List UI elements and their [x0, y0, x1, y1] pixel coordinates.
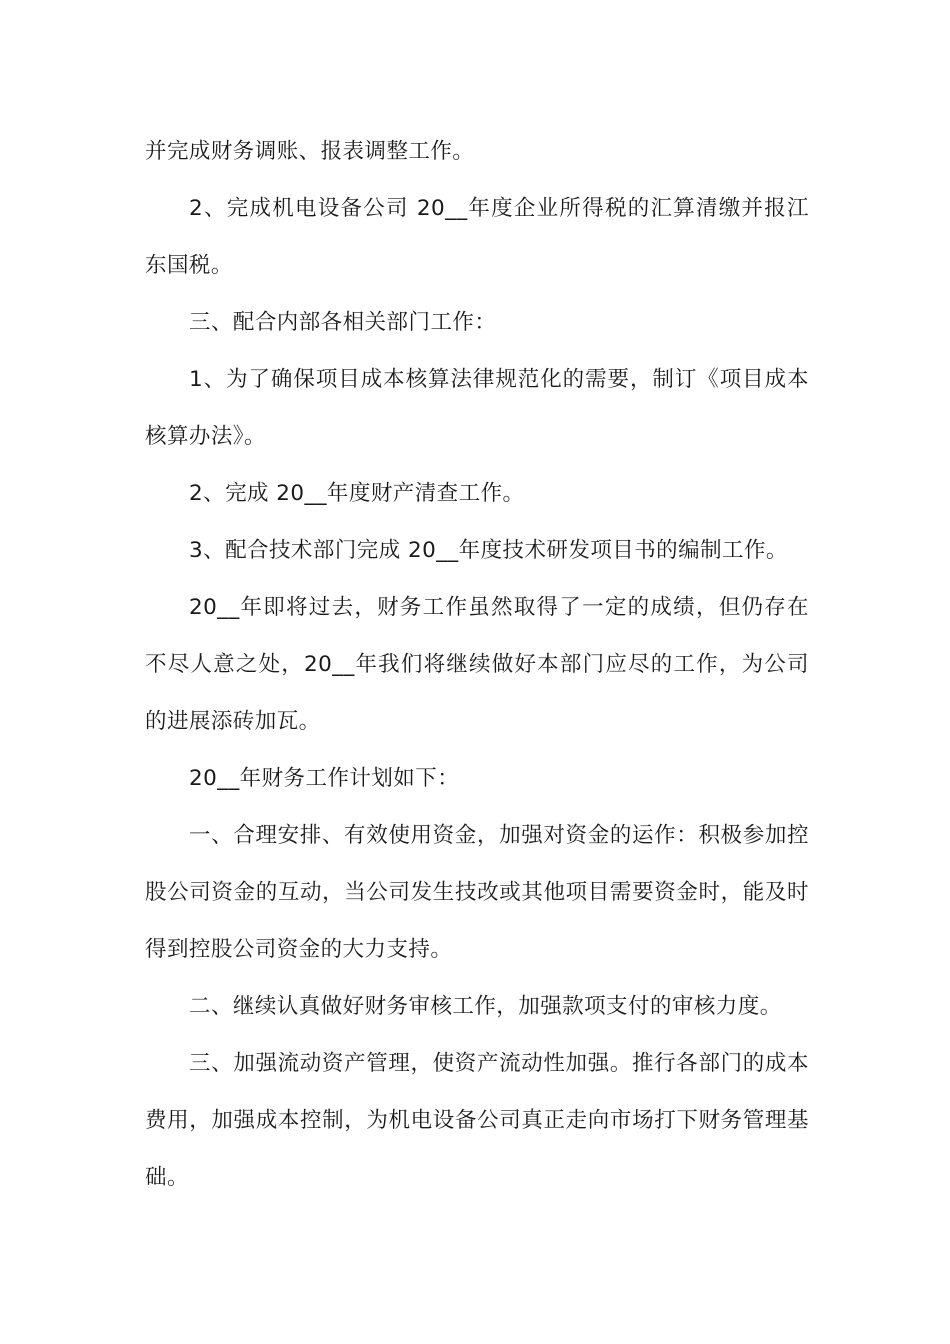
plan-heading: 20__年财务工作计划如下： — [189, 766, 460, 791]
plan-item-2: 二、继续认真做好财务审核工作，加强款项支付的审核力度。 — [189, 994, 782, 1019]
paragraph-1: 并完成财务调账、报表调整工作。 — [145, 139, 475, 164]
section-heading-3: 三、配合内部各相关部门工作： — [189, 310, 497, 335]
paragraph-5: 2、完成 20__年度财产清查工作。 — [189, 481, 525, 506]
paragraph-7: 20__年即将过去，财务工作虽然取得了一定的成绩，但仍存在不尽人意之处，20__年我们将继续做好本部门应尽的工作，为公司的进展添砖加瓦。 — [145, 595, 809, 734]
paragraph-6: 3、配合技术部门完成 20__年度技术研发项目书的编制工作。 — [189, 538, 788, 563]
plan-item-3: 三、加强流动资产管理，使资产流动性加强。推行各部门的成本费用，加强成本控制，为机电设备公司真正走向市场打下财务管理基础。 — [145, 1051, 809, 1190]
paragraph-2: 2、完成机电设备公司 20__年度企业所得税的汇算清缴并报江东国税。 — [145, 196, 809, 278]
paragraph-4: 1、为了确保项目成本核算法律规范化的需要，制订《项目成本核算办法》。 — [145, 367, 809, 449]
document-body — [145, 123, 809, 1206]
plan-item-1: 一、合理安排、有效使用资金，加强对资金的运作：积极参加控股公司资金的互动，当公司发生技改或其他项目需要资金时，能及时得到控股公司资金的大力支持。 — [145, 823, 809, 962]
